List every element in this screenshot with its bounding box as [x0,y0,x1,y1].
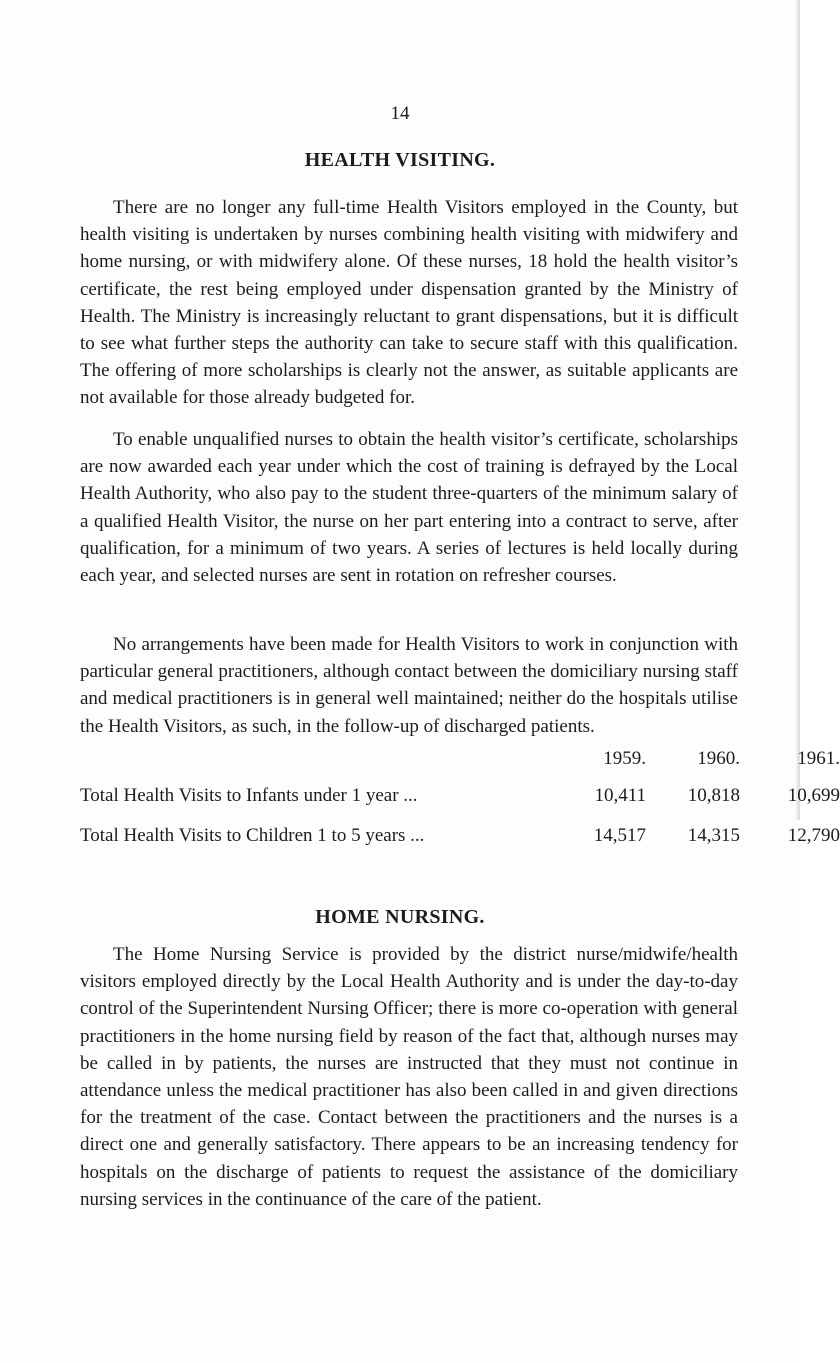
heading-health-visiting: HEALTH VISITING. [304,149,496,171]
health-visiting-paragraph-2: To enable unqualified nurses to obtain the health visitor’s certificate, scholarships are now awarded each year under which the cost of training is defrayed by the Local Health Authority, who also pay to the student three-quarters of the minimum salary of a qualified Health Visitor, the nurse on her part entering into a contract to serve, after qualification, for a minimum of two years. A series of lectures is held locally during each year, and selected nurses are sent in rotation on refresher courses. [80,429,738,587]
table-header-row [80,748,840,778]
health-visiting-paragraph-1: There are no longer any full-time Health Visitors employed in the County, but health visiting is undertaken by nurses combining health visiting with midwifery and home nursing, or with midwifery alone. Of these nurses, 18 hold the health visitor’s certificate, the rest being employed under dispensation granted by the Ministry of Health. The Ministry is increasingly reluctant to grant dispensations, but it is difficult to see what further steps the authority can take to secure staff with this qualification. The offering of more scholarships is clearly not the answer, as suitable applicants are not available for those already budgeted for. [80,197,738,409]
year-header-1959: 1959. [603,748,646,769]
heading-home-nursing: HOME NURSING. [315,906,485,928]
table-row [80,785,840,815]
table-row [80,825,840,855]
cell-value: 12,790 [787,825,840,846]
cell-value: 14,517 [593,825,646,846]
cell-value: 14,315 [687,825,740,846]
row-label: Total Health Visits to Infants under 1 year ... [80,785,418,806]
year-header-1960: 1960. [697,748,740,769]
row-label: Total Health Visits to Children 1 to 5 years ... [80,825,425,846]
health-visiting-paragraph-3: No arrangements have been made for Health Visitors to work in conjunction with particular general practitioners, although contact between the domiciliary nursing staff and medical practitioners is in general well maintained; neither do the hospitals utilise the Health Visitors, as such, in the follow-up of discharged patients. [80,634,738,737]
cell-value: 10,411 [594,785,646,806]
page-number: 14 [390,103,410,124]
cell-value: 10,818 [687,785,740,806]
year-header-1961: 1961. [797,748,840,769]
home-nursing-paragraph: The Home Nursing Service is provided by the district nurse/midwife/health visitors employed directly by the Local Health Authority and is under the day-to-day control of the Superintendent Nursing Officer; there is more co-operation with general practitioners in the home nursing field by reason of the fact that, although nurses may be called in by patients, the nurses are instructed that they must not continue in attendance unless the medical practitioner has also been called in and given directions for the treatment of the case. Contact between the practitioners and the nurses is a direct one and generally satisfactory. There appears to be an increasing tendency for hospitals on the discharge of patients to request the assistance of the domiciliary nursing services in the continuance of the care of the patient. [80,944,738,1210]
cell-value: 10,699 [787,785,840,806]
